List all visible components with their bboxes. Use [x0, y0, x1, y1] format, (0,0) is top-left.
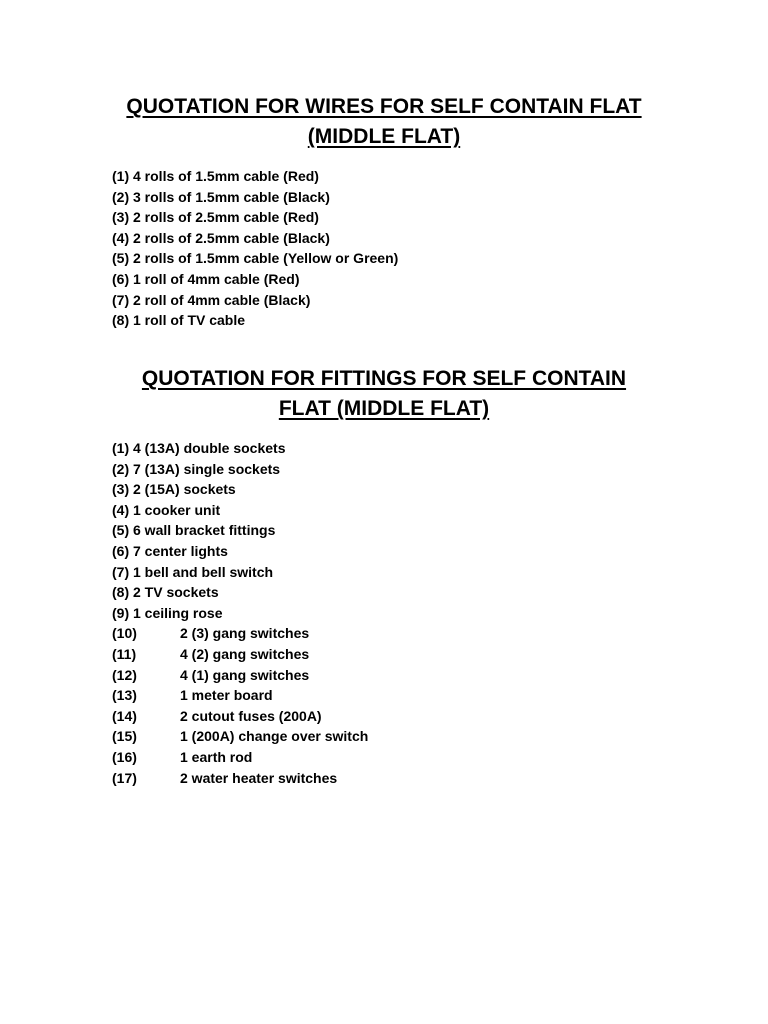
fittings-heading-line1: QUOTATION FOR FITTINGS FOR SELF CONTAIN [141, 367, 627, 390]
list-item [112, 726, 368, 747]
list-item [112, 747, 368, 768]
list-item: (1) 4 (13A) double sockets [112, 440, 286, 456]
fittings-heading [0, 364, 768, 424]
list-item [112, 623, 368, 644]
list-item: (8) 1 roll of TV cable [112, 312, 246, 329]
item-number: (17) [112, 769, 137, 786]
item-number: (11) [112, 645, 137, 662]
list-item: (3) 2 (15A) sockets [112, 481, 236, 498]
item-number: (12) [112, 666, 137, 683]
list-item: (2) 3 rolls of 1.5mm cable (Black) [112, 188, 330, 205]
wires-heading-line1: QUOTATION FOR WIRES FOR SELF CONTAIN FLAT [126, 95, 642, 118]
list-item: (2) 7 (13A) single sockets [112, 460, 281, 477]
item-text: 1 (200A) change over switch [180, 728, 369, 745]
list-item: (6) 7 center lights [112, 542, 228, 559]
item-text: 2 cutout fuses (200A) [180, 707, 322, 724]
list-item [112, 685, 368, 706]
wires-heading [0, 92, 768, 152]
item-number: (13) [112, 687, 137, 704]
item-text: 1 earth rod [180, 748, 253, 765]
list-item: (7) 1 bell and bell switch [112, 563, 274, 580]
wires-heading-line2: (MIDDLE FLAT) [307, 125, 461, 148]
list-item: (3) 2 rolls of 2.5mm cable (Red) [112, 209, 319, 226]
list-item [112, 768, 368, 789]
fittings-heading-line2: FLAT (MIDDLE FLAT) [278, 397, 490, 420]
item-text: 2 (3) gang switches [180, 625, 310, 642]
list-item: (1) 4 rolls of 1.5mm cable (Red) [112, 168, 319, 184]
list-item [112, 706, 368, 727]
item-text: 2 water heater switches [180, 769, 338, 786]
list-item [112, 644, 368, 665]
item-number: (16) [112, 748, 137, 765]
list-item: (4) 1 cooker unit [112, 501, 221, 518]
fittings-list [112, 438, 368, 788]
item-text: 4 (2) gang switches [180, 645, 310, 662]
item-text: 1 meter board [180, 687, 273, 704]
item-text: 4 (1) gang switches [180, 666, 310, 683]
list-item [112, 665, 368, 686]
list-item: (4) 2 rolls of 2.5mm cable (Black) [112, 229, 330, 246]
list-item: (9) 1 ceiling rose [112, 604, 223, 621]
list-item: (8) 2 TV sockets [112, 584, 219, 601]
item-number: (15) [112, 728, 137, 745]
list-item: (5) 2 rolls of 1.5mm cable (Yellow or Green) [112, 250, 399, 267]
list-item: (6) 1 roll of 4mm cable (Red) [112, 270, 300, 287]
list-item: (5) 6 wall bracket fittings [112, 522, 276, 539]
item-number: (10) [112, 625, 137, 642]
wires-list [112, 166, 398, 331]
list-item: (7) 2 roll of 4mm cable (Black) [112, 291, 311, 308]
item-number: (14) [112, 707, 137, 724]
